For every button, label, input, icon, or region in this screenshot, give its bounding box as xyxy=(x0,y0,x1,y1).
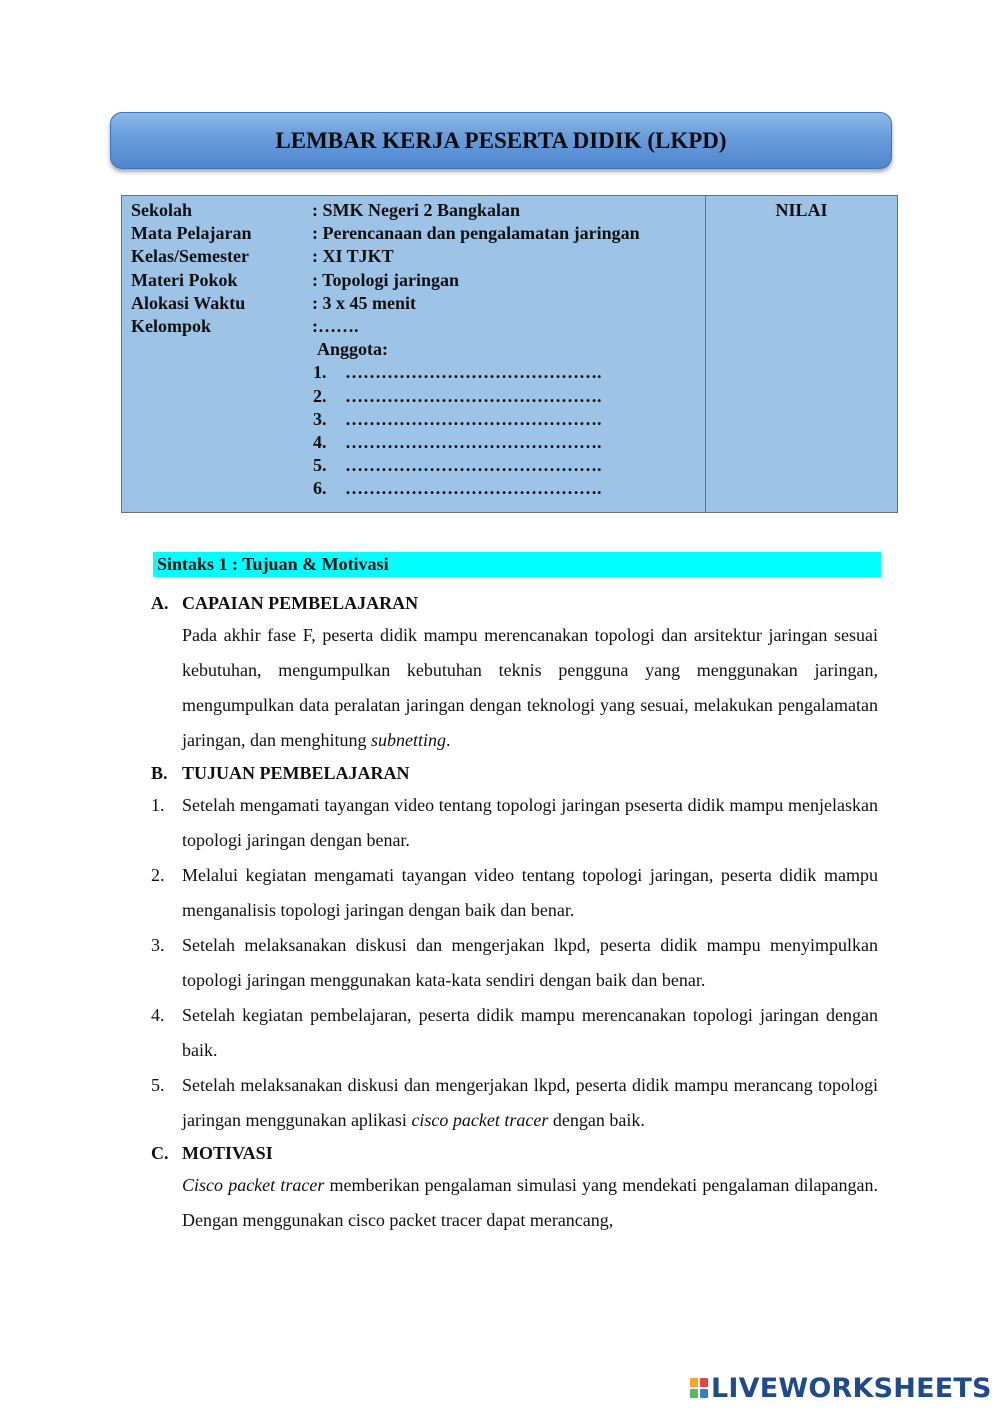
page-title-banner xyxy=(110,112,892,169)
section-c-heading: C. MOTIVASI xyxy=(151,1143,273,1163)
member-line[interactable]: 4. ……………………………………. xyxy=(313,432,602,453)
list-item: 2. Melalui kegiatan mengamati tayangan video tentang topologi jaringan, peserta didik mampu menganalisis topologi jaringan dengan baik dan benar. xyxy=(151,865,878,920)
nilai-label: NILAI xyxy=(775,200,828,220)
member-line[interactable]: 1. ……………………………………. xyxy=(313,362,602,383)
identity-info-cell xyxy=(122,196,706,513)
nilai-cell xyxy=(706,196,898,513)
identity-row: Mata Pelajaran : Perencanaan dan pengalamatan jaringan xyxy=(131,223,640,244)
list-item: 4. Setelah kegiatan pembelajaran, peserta didik mampu merencanakan topologi jaringan dengan baik. xyxy=(151,1005,878,1060)
identity-row: Alokasi Waktu : 3 x 45 menit xyxy=(131,292,416,313)
identity-row: Kelompok :……. xyxy=(122,315,705,338)
page-title: LEMBAR KERJA PESERTA DIDIK (LKPD) xyxy=(275,127,727,153)
identity-row: Sekolah : SMK Negeri 2 Bangkalan xyxy=(131,200,521,220)
identity-table xyxy=(121,195,898,513)
section-b-heading: B. TUJUAN PEMBELAJARAN xyxy=(151,763,410,783)
identity-row: Kelas/Semester : XI TJKT xyxy=(131,246,394,267)
identity-row: Materi Pokok : Topologi jaringan xyxy=(131,269,460,290)
member-line[interactable]: 2. ……………………………………. xyxy=(313,385,602,406)
member-line[interactable]: 5. ……………………………………. xyxy=(313,455,602,476)
section-a-heading: A. CAPAIAN PEMBELAJARAN xyxy=(151,593,419,613)
member-line[interactable]: 3. ……………………………………. xyxy=(313,408,602,429)
section-c-text: Cisco packet tracer memberikan pengalaman simulasi yang mendekati pengalaman dilapangan. Dengan menggunakan cisco packet tracer dapat merancang, xyxy=(182,1175,878,1230)
logo-tiles-icon xyxy=(690,1378,708,1398)
liveworksheets-logo xyxy=(690,1372,992,1404)
section-a-text: Pada akhir fase F, peserta didik mampu merencanakan topologi dan arsitektur jaringan sesuai kebutuhan, mengumpulkan kebutuhan teknis pengguna yang menggunakan jaringan, mengumpulkan data peralatan jaringan dengan teknologi yang sesuai, melakukan pengalamatan jaringan, dan menghitung subnetting. xyxy=(182,625,878,750)
list-item: 3. Setelah melaksanakan diskusi dan mengerjakan lkpd, peserta didik mampu menyimpulkan topologi jaringan menggunakan kata-kata sendiri dengan baik dan benar. xyxy=(151,935,878,990)
list-item: 1. Setelah mengamati tayangan video tentang topologi jaringan pseserta didik mampu menjelaskan topologi jaringan dengan benar. xyxy=(151,795,878,850)
logo-text: LIVEWORKSHEETS xyxy=(711,1372,992,1404)
list-item: 5. Setelah melaksanakan diskusi dan mengerjakan lkpd, peserta didik mampu merancang topologi jaringan menggunakan aplikasi cisco packet tracer dengan baik. xyxy=(151,1075,878,1130)
kelompok-blank[interactable]: :……. xyxy=(312,316,359,337)
main-content xyxy=(151,588,878,1238)
anggota-label: Anggota: xyxy=(317,339,388,360)
sintaks-heading: Sintaks 1 : Tujuan & Motivasi xyxy=(153,552,881,577)
member-line[interactable]: 6. ……………………………………. xyxy=(313,478,602,499)
